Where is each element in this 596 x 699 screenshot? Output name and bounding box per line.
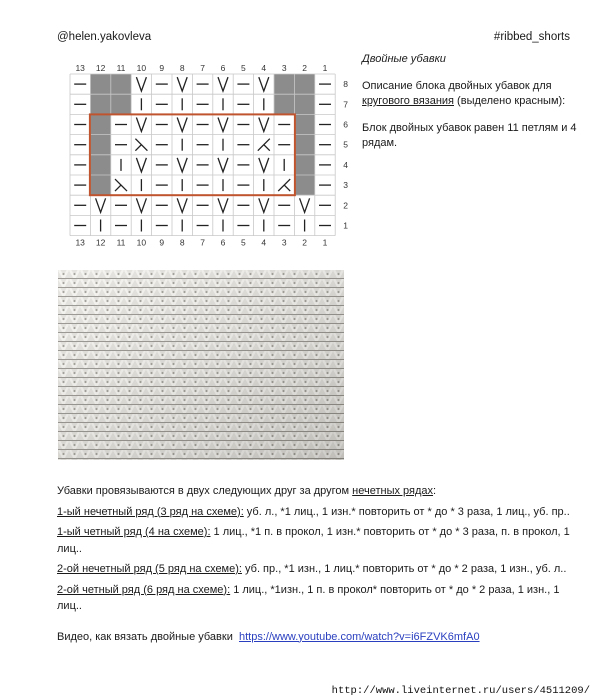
source-url: http://www.liveinternet.ru/users/4511209/ (331, 685, 590, 697)
column-label: 3 (281, 237, 287, 248)
intro-pre: Убавки провязываются в двух следующих друг за другом (57, 485, 353, 497)
video-label: Видео, как вязать двойные убавки (57, 630, 233, 643)
video-link[interactable]: https://www.youtube.com/watch?v=i6FZVK6mfA0 (238, 630, 480, 643)
gray-cell (294, 114, 314, 134)
slip-symbol (218, 77, 228, 91)
row-label: 3 (343, 180, 348, 191)
column-label: 12 (95, 237, 106, 248)
column-label: 7 (200, 63, 205, 73)
section-title: Двойные убавки (362, 53, 446, 65)
slip-symbol (259, 77, 269, 91)
gray-cell (90, 155, 110, 175)
step-4-label: 2-ой четный ряд (6 ряд на схеме): (57, 583, 231, 596)
step-2 (57, 524, 577, 557)
slip-symbol (136, 158, 146, 172)
slip-symbol (136, 198, 146, 212)
column-label: 4 (261, 237, 267, 248)
knit-fabric-photo (58, 270, 344, 460)
description-panel (362, 52, 584, 163)
step-3-label: 2-ой нечетный ряд (5 ряд на схеме): (57, 563, 242, 575)
step-4-text: 1 лиц., *1изн., 1 п. в прокол* повторить от * до * 2 раза, 1 изн., 1 лиц.. (57, 583, 560, 612)
step-1-text: уб. л., *1 лиц., 1 изн.* повторить от * до * 3 раза, 1 лиц., уб. пр.. (243, 505, 570, 518)
decrease-left-symbol (135, 139, 147, 151)
gray-cell (294, 155, 314, 175)
column-label: 13 (75, 237, 85, 248)
row-label: 2 (343, 200, 348, 211)
column-label: 9 (159, 237, 165, 248)
column-label: 8 (179, 63, 185, 73)
gray-cell (294, 94, 314, 114)
gray-cell (274, 94, 294, 114)
slip-symbol (177, 77, 187, 91)
step-2-text: 1 лиц., *1 п. в прокол, 1 изн.* повторить от * до * 3 раза, п. в прокол, 1 лиц.. (57, 526, 570, 555)
slip-symbol (218, 118, 228, 132)
column-label: 5 (241, 63, 246, 73)
desc-post: (выделено красным): (454, 95, 566, 107)
row-label: 1 (343, 220, 348, 231)
column-label: 4 (261, 63, 267, 73)
slip-symbol (218, 158, 228, 172)
gray-cell (90, 74, 110, 94)
slip-symbol (177, 198, 187, 212)
column-label: 1 (322, 63, 328, 73)
description-text (362, 79, 584, 109)
gray-cell (274, 74, 294, 94)
intro-line (57, 483, 577, 500)
gray-cell (90, 175, 110, 195)
block-info: Блок двойных убавок равен 11 петлям и 4 рядам. (362, 122, 577, 149)
column-label: 1 (322, 237, 328, 248)
circular-knitting-link[interactable]: кругового вязания (362, 95, 454, 107)
decrease-right-symbol (278, 179, 290, 191)
slip-symbol (259, 118, 269, 132)
column-label: 3 (281, 63, 287, 73)
column-label: 2 (302, 237, 307, 248)
slip-symbol (136, 118, 146, 132)
slip-symbol (177, 158, 187, 172)
column-label: 5 (241, 237, 246, 248)
column-label: 9 (159, 63, 165, 73)
column-label: 6 (220, 237, 226, 248)
desc-pre: Описание блока двойных убавок для (362, 80, 552, 92)
column-label: 10 (136, 63, 147, 73)
slip-symbol (259, 158, 269, 172)
column-label: 7 (200, 237, 205, 248)
step-3 (57, 561, 577, 578)
gray-cell (90, 114, 110, 134)
gray-cell (294, 74, 314, 94)
gray-cell (90, 135, 110, 155)
column-label: 2 (302, 63, 307, 73)
slip-symbol (300, 198, 310, 212)
intro-post: : (433, 485, 437, 497)
slip-symbol (218, 198, 228, 212)
row-label: 6 (343, 119, 348, 130)
column-label: 11 (116, 237, 126, 248)
row-label: 7 (343, 99, 348, 110)
slip-symbol (259, 198, 269, 212)
gray-cell (90, 94, 110, 114)
column-label: 13 (75, 63, 85, 73)
gray-cell (111, 94, 131, 114)
gray-cell (294, 135, 314, 155)
author-handle: @helen.yakovleva (57, 31, 152, 43)
knitting-chart (62, 62, 347, 248)
row-label: 5 (343, 139, 348, 150)
step-4 (57, 582, 577, 615)
step-2-label: 1-ый четный ряд (4 на схеме): (57, 526, 211, 538)
column-label: 12 (95, 63, 106, 73)
step-1-label: 1-ый нечетный ряд (3 ряд на схеме): (57, 505, 244, 518)
knit-texture-image (58, 270, 344, 460)
row-label: 4 (343, 159, 348, 170)
column-label: 10 (136, 237, 147, 248)
row-label: 8 (343, 79, 348, 90)
decrease-left-symbol (115, 179, 127, 191)
column-label: 11 (116, 63, 126, 73)
column-label: 8 (179, 237, 185, 248)
hashtag: #ribbed_shorts (493, 31, 570, 43)
gray-cell (111, 74, 131, 94)
column-label: 6 (220, 63, 226, 73)
video-line (57, 629, 577, 646)
slip-symbol (136, 77, 146, 91)
decrease-right-symbol (258, 139, 270, 151)
step-3-text: уб. пр., *1 изн., 1 лиц.* повторить от * до * 2 раза, 1 изн., уб. л.. (241, 563, 567, 575)
instructions (57, 483, 577, 649)
slip-symbol (96, 198, 106, 212)
gray-cell (294, 175, 314, 195)
step-1 (57, 504, 577, 521)
slip-symbol (177, 118, 187, 132)
odd-rows-link[interactable]: нечетных рядах (352, 485, 434, 497)
